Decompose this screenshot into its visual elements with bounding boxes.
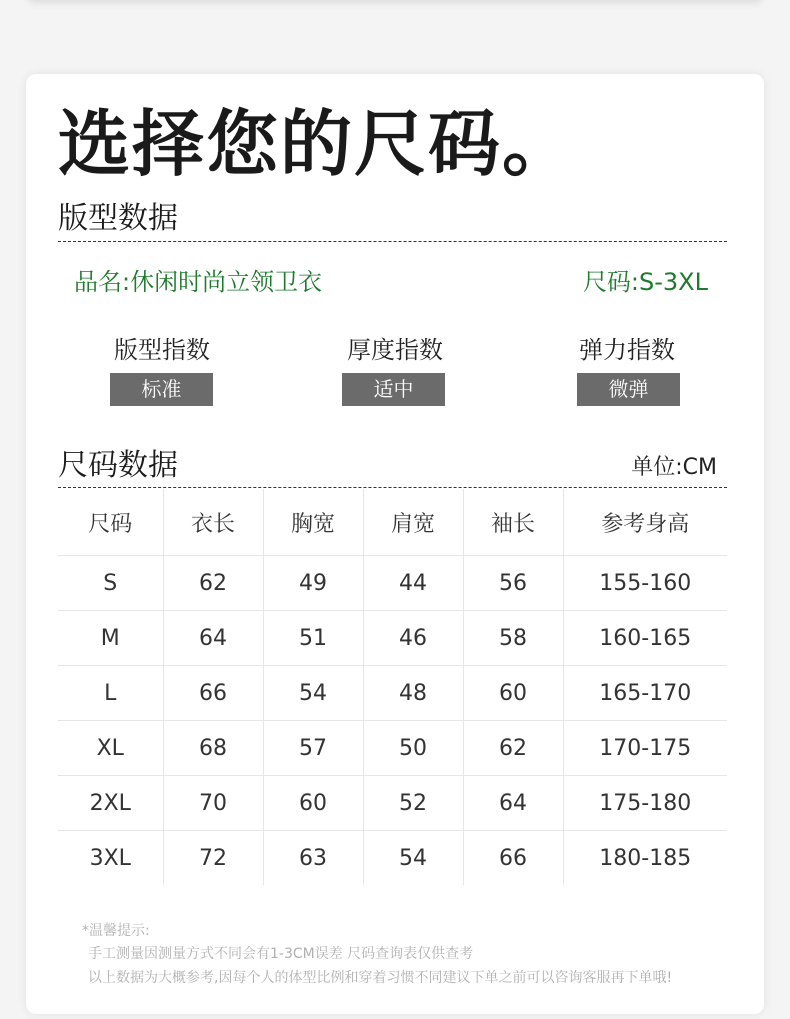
table-cell: 62 [163,556,263,611]
table-cell: 58 [463,611,563,666]
table-row [58,776,727,831]
fit-divider [58,241,727,242]
table-cell: S [58,556,163,611]
table-cell: 50 [363,721,463,776]
table-cell: 64 [463,776,563,831]
size-range: 尺码:S-3XL [582,268,708,296]
column-header-sleeve: 袖长 [463,489,563,556]
tips-line: 以上数据为大概参考,因每个人的体型比例和穿着习惯不同建议下单之前可以咨询客服再下单哦! [88,970,673,986]
table-cell: 70 [163,776,263,831]
table-cell: 60 [463,666,563,721]
fit-data-heading: 版型数据 [58,201,178,236]
thickness-index-badge: 适中 [342,373,445,406]
table-cell: L [58,666,163,721]
table-cell: XL [58,721,163,776]
table-cell: 60 [263,776,363,831]
table-cell: 180-185 [599,845,692,871]
table-cell: 175-180 [563,776,727,831]
elasticity-index-label: 弹力指数 [579,336,675,364]
table-cell: 54 [263,666,363,721]
table-cell: 3XL [58,831,163,886]
tips-title: *温馨提示: [82,923,150,939]
table-cell: 54 [363,831,463,886]
table-cell: 155-160 [563,556,727,611]
product-name: 品名:休闲时尚立领卫衣 [74,268,323,296]
table-cell: 48 [363,666,463,721]
table-cell: 68 [163,721,263,776]
size-divider [58,487,727,488]
table-cell: 64 [163,611,263,666]
table-cell: 44 [363,556,463,611]
table-cell: 46 [363,611,463,666]
table-cell: 66 [463,831,563,886]
fit-index-label: 版型指数 [114,336,210,364]
column-header-size: 尺码 [58,489,163,556]
table-row [58,831,727,886]
table-row [58,556,727,611]
table-cell: 165-170 [563,666,727,721]
table-cell: 57 [263,721,363,776]
fit-index-badge: 标准 [110,373,213,406]
elasticity-index-badge: 微弹 [577,373,680,406]
column-header-chest: 胸宽 [263,489,363,556]
column-header-length: 衣长 [163,489,263,556]
column-header-shoulder: 肩宽 [363,489,463,556]
tips-line: 手工测量因测量方式不同会有1-3CM误差 尺码查询表仅供查考 [88,946,474,962]
table-cell: 170-175 [563,721,727,776]
table-cell: 72 [163,831,263,886]
table-row [58,611,727,666]
page-title: 选择您的尺码。 [58,102,577,186]
table-header-row [58,489,727,556]
table-cell: 51 [263,611,363,666]
table-row [58,721,727,776]
table-cell: 2XL [58,776,163,831]
table-cell: 160-165 [563,611,727,666]
table-cell: 52 [363,776,463,831]
column-header-height: 参考身高 [563,489,727,556]
table-cell: 49 [263,556,363,611]
size-table [58,489,727,885]
table-cell: 66 [163,666,263,721]
thickness-index-label: 厚度指数 [347,336,443,364]
size-data-heading: 尺码数据 [58,448,178,483]
table-cell: 62 [463,721,563,776]
table-cell: 56 [463,556,563,611]
unit-label: 单位:CM [631,455,717,480]
table-row [58,666,727,721]
table-cell: 63 [263,831,363,886]
table-cell: M [58,611,163,666]
